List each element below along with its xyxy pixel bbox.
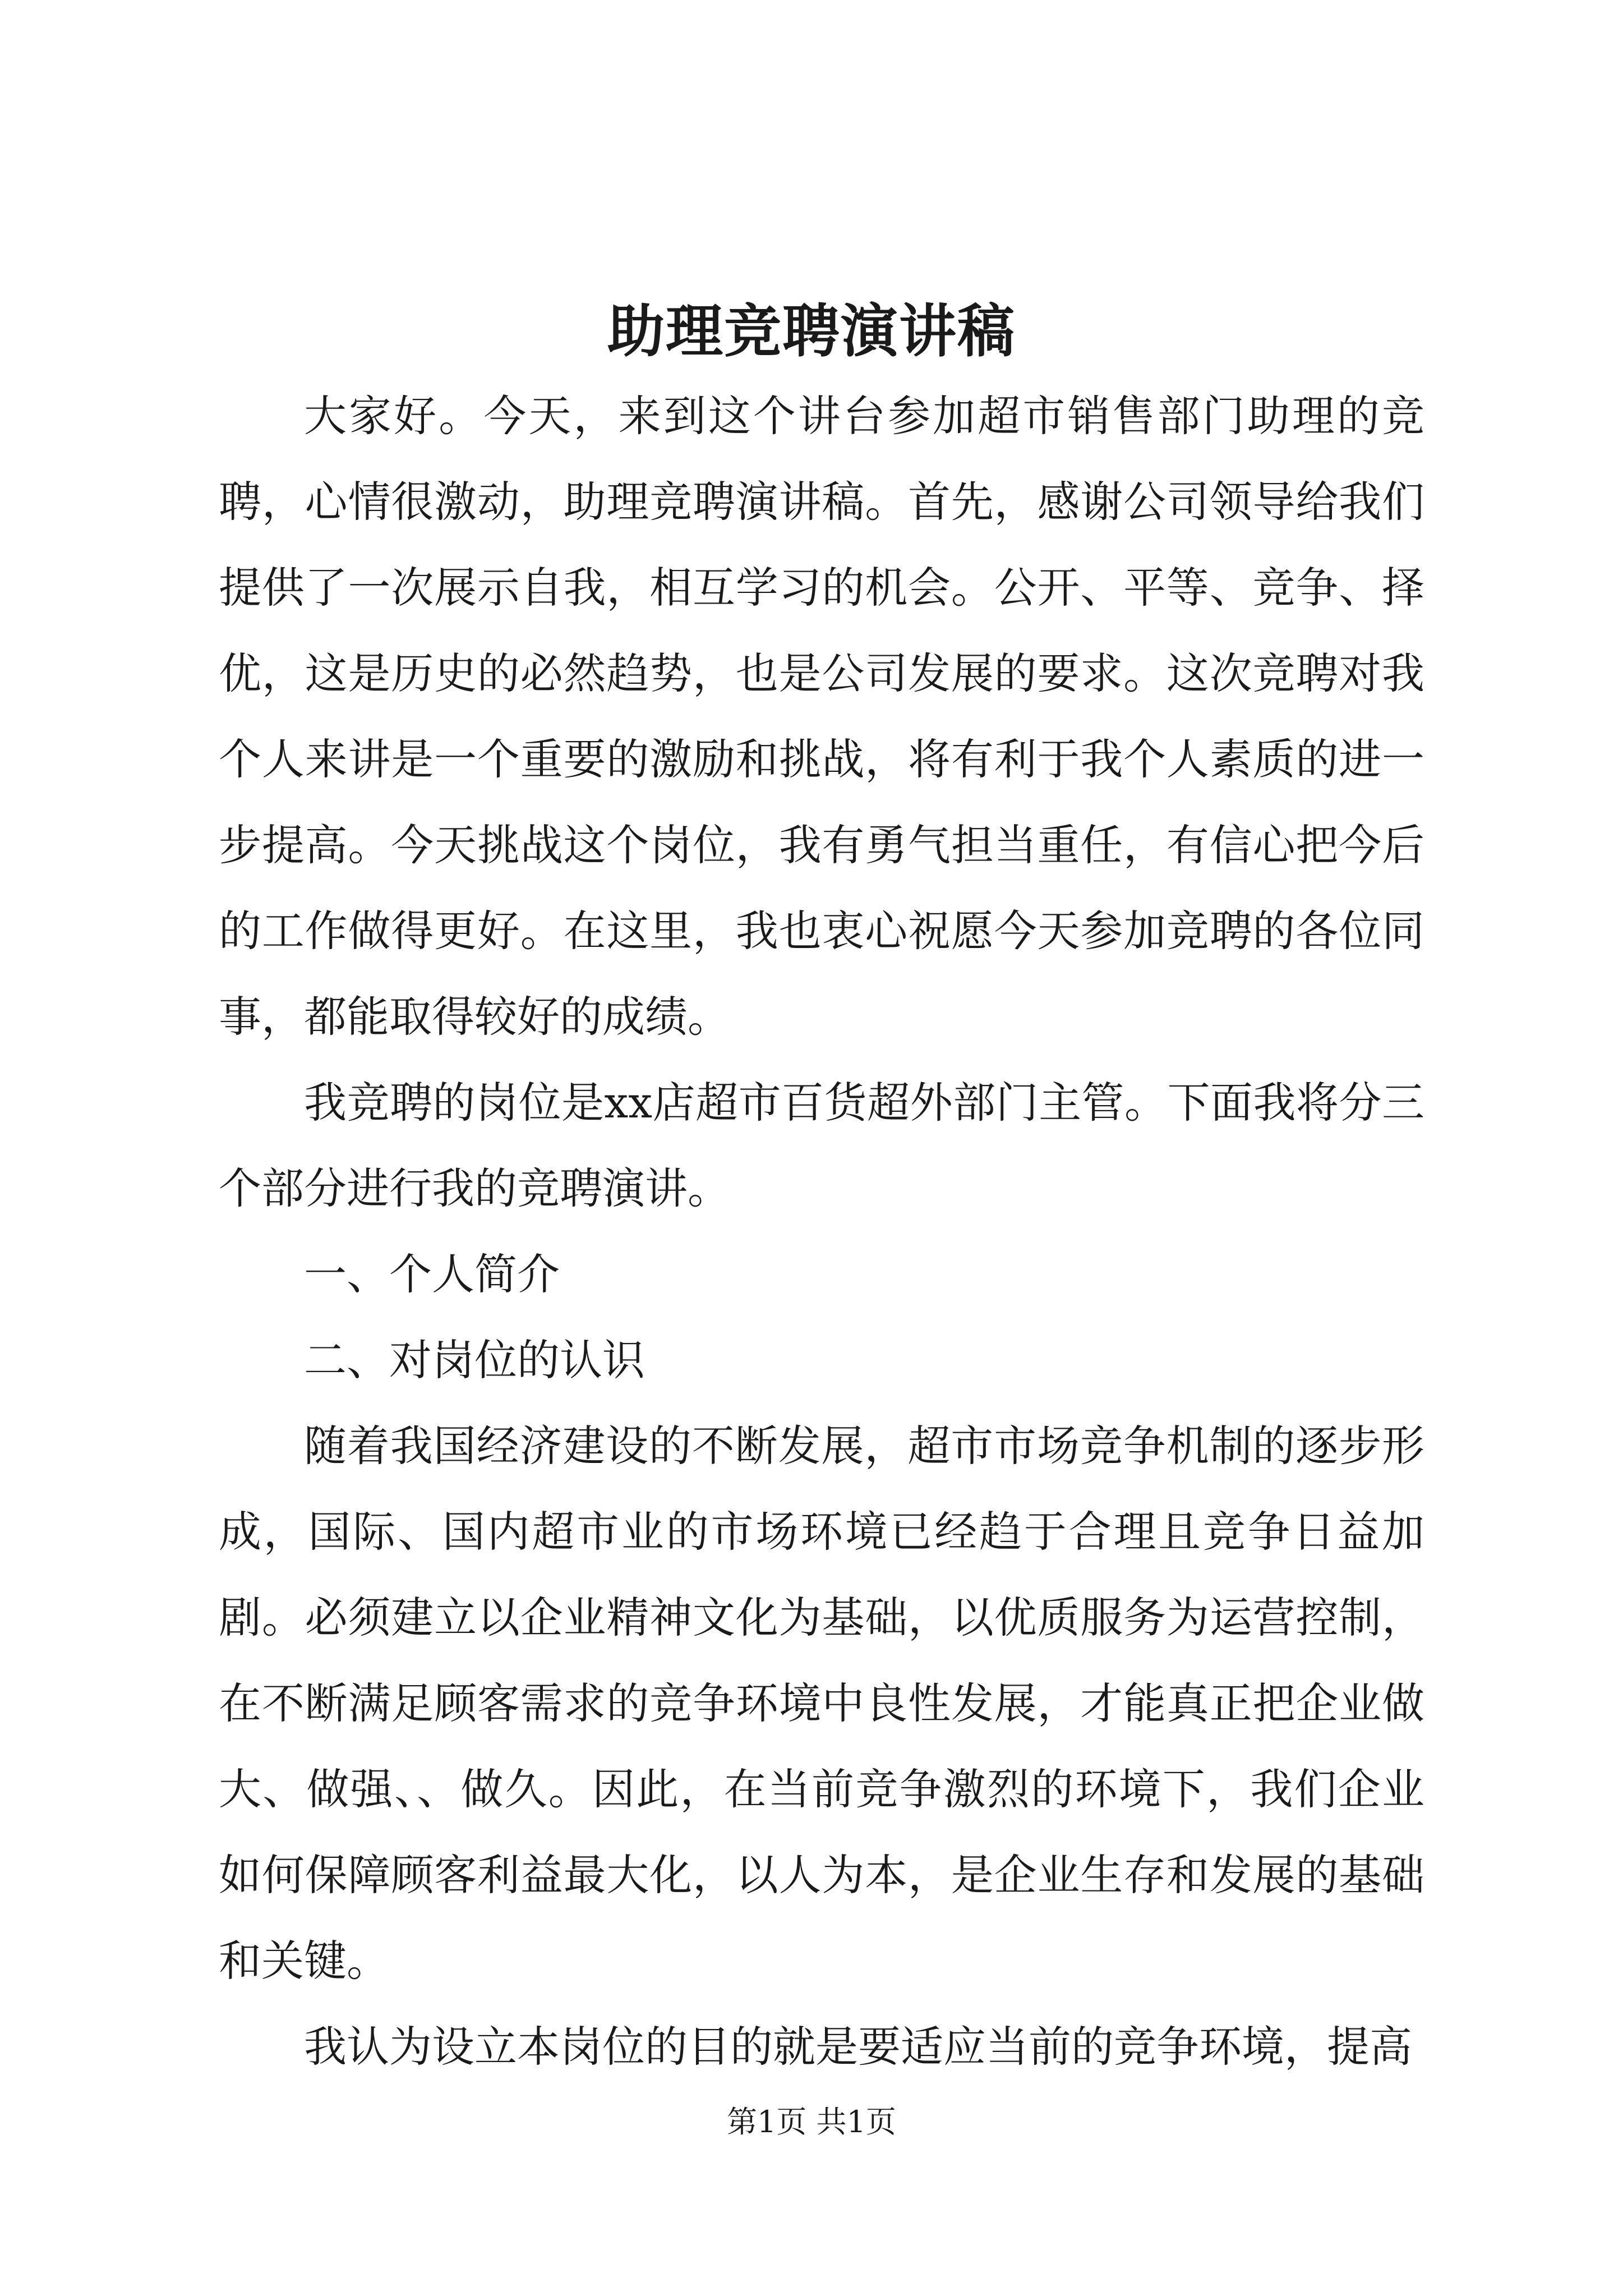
section-heading-intro: 一、个人简介: [304, 1249, 560, 1299]
section-heading-understanding: 二、对岗位的认识: [304, 1335, 645, 1385]
page-footer: 第1页 共1页: [727, 2104, 896, 2139]
paragraph-market: 随着我国经济建设的不断发展，超市市场竞争机制的逐步形成，国际、国内超市业的市场环境已经趋于合理且竞争日益加剧。必须建立以企业精神文化为基础，以优质服务为运营控制，在不断满足顾客需求的竞争环境中良性发展，才能真正把企业做大、做强、、做久。因此，在当前竞争激烈的环境下，我们企业如何保障顾客利益最大化，以人为本，是企业生存和发展的基础和关键。: [219, 1421, 1424, 1986]
paragraph-greeting: 大家好。今天，来到这个讲台参加超市销售部门助理的竞聘，心情很激动，助理竞聘演讲稿。首先，感谢公司领导给我们提供了一次展示自我，相互学习的机会。公开、平等、竞争、择优，这是历史的必然趋势，也是公司发展的要求。这次竞聘对我个人来讲是一个重要的激励和挑战，将有利于我个人素质的进一步提高。今天挑战这个岗位，我有勇气担当重任，有信心把今后的工作做得更好。在这里，我也衷心祝愿今天参加竞聘的各位同事，都能取得较好的成绩。: [219, 391, 1424, 1042]
document-title: 助理竞聘演讲稿: [607, 298, 1016, 365]
paragraph-position: 我竞聘的岗位是xx店超市百货超外部门主管。下面我将分三个部分进行我的竞聘演讲。: [219, 1078, 1424, 1213]
document-body: [219, 373, 1424, 2090]
paragraph-purpose: 我认为设立本岗位的目的就是要适应当前的竞争环境，提高: [304, 2022, 1412, 2072]
